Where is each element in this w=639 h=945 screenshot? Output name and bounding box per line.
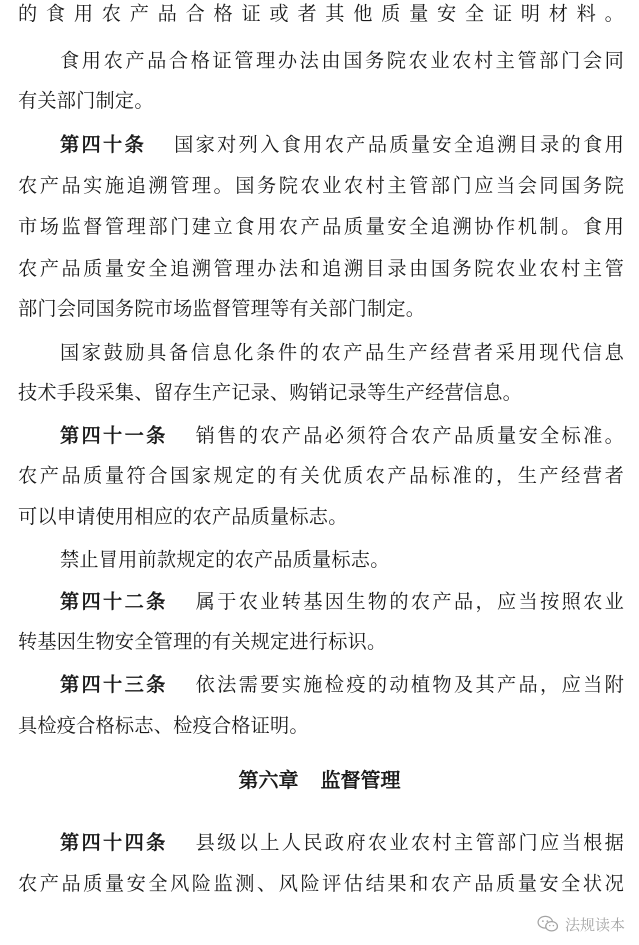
- paragraph-line: 农产品质量安全追溯管理办法和追溯目录由国务院农业农村主管: [18, 257, 624, 280]
- paragraph-line: 有关部门制定。: [18, 89, 154, 112]
- paragraph-line: 部门会同国务院市场监督管理等有关部门制定。: [18, 297, 426, 320]
- article-number: 第四十条: [60, 133, 147, 156]
- paragraph-line: 技术手段采集、留存生产记录、购销记录等生产经营信息。: [18, 381, 523, 404]
- article-number: 第四十三条: [60, 673, 168, 696]
- paragraph-line: 具检疫合格标志、检疫合格证明。: [18, 714, 309, 737]
- chapter-number: 第六章: [238, 768, 299, 792]
- paragraph-line: 国家鼓励具备信息化条件的农产品生产经营者采用现代信息: [60, 341, 624, 364]
- paragraph-text: 销售的农产品必须符合农产品质量安全标准。: [195, 424, 624, 447]
- watermark: [537, 913, 625, 935]
- article-44-line: [60, 829, 624, 857]
- article-number: 第四十二条: [60, 590, 168, 613]
- article-number: 第四十一条: [60, 424, 168, 447]
- paragraph-line: 市场监督管理部门建立食用农产品质量安全追溯协作机制。食用: [18, 215, 624, 238]
- paragraph-text: 县级以上人民政府农业农村主管部门应当根据: [195, 831, 624, 854]
- paragraph-line: 禁止冒用前款规定的农产品质量标志。: [60, 548, 390, 571]
- paragraph-line: 农产品质量符合国家规定的有关优质农产品标准的，生产经营者: [18, 464, 624, 487]
- paragraph-text: 属于农业转基因生物的农产品，应当按照农业: [195, 590, 624, 613]
- chapter-title: 监督管理: [320, 768, 401, 792]
- paragraph-line: 可以申请使用相应的农产品质量标志。: [18, 505, 348, 528]
- paragraph-line: 食用农产品合格证管理办法由国务院农业农村主管部门会同: [60, 49, 624, 72]
- paragraph-text: 依法需要实施检疫的动植物及其产品，应当附: [195, 673, 624, 696]
- chapter-heading: [0, 764, 639, 796]
- paragraph-text: 国家对列入食用农产品质量安全追溯目录的食用: [174, 133, 624, 156]
- article-42-line: [60, 588, 624, 616]
- article-number: 第四十四条: [60, 831, 168, 854]
- paragraph-line: 农产品质量安全风险监测、风险评估结果和农产品质量安全状况: [18, 872, 624, 895]
- paragraph-line: 的食用农产品合格证或者其他质量安全证明材料。: [18, 2, 624, 25]
- wechat-icon: [537, 915, 559, 933]
- paragraph-line: 转基因生物安全管理的有关规定进行标识。: [18, 630, 387, 653]
- article-41-line: [60, 422, 624, 450]
- article-40-line: [60, 131, 624, 159]
- paragraph-line: 农产品实施追溯管理。国务院农业农村主管部门应当会同国务院: [18, 174, 624, 197]
- article-43-line: [60, 671, 624, 699]
- watermark-text: 法规读本: [564, 915, 625, 934]
